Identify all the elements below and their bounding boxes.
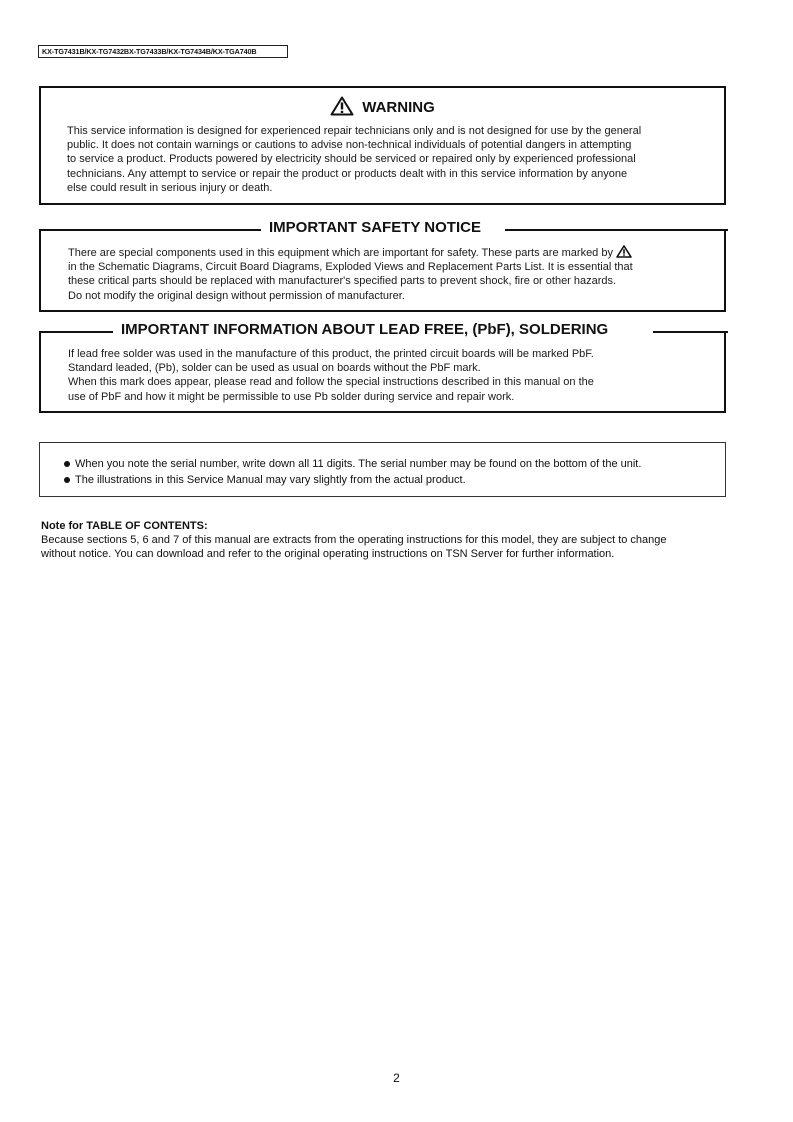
warning-line: public. It does not contain warnings or cautions to advise non-technical individuals of potential dangers in attempting xyxy=(67,139,632,152)
warning-heading xyxy=(41,96,724,117)
safety-top-border-right xyxy=(505,229,728,231)
warning-line: technicians. Any attempt to service or repair the product or products dealt with in this service information by anyone xyxy=(67,167,628,180)
list-item: The illustrations in this Service Manual may vary slightly from the actual product. xyxy=(64,472,641,488)
model-numbers-label: KX-TG7431B/KX-TG7432BX-TG7433B/KX-TG7434B/KX-TGA740B xyxy=(38,45,288,58)
safety-line: Do not modify the original design without permission of manufacturer. xyxy=(68,289,405,302)
list-item: When you note the serial number, write down all 11 digits. The serial number may be found on the bottom of the unit. xyxy=(64,456,641,472)
page-number: 2 xyxy=(393,1071,400,1085)
toc-note xyxy=(41,519,741,561)
toc-note-line: Because sections 5, 6 and 7 of this manual are extracts from the operating instructions for this model, they are subject to change xyxy=(41,534,667,546)
safety-notice-box xyxy=(39,219,726,312)
lead-free-line: If lead free solder was used in the manufacture of this product, the printed circuit boards will be marked PbF. xyxy=(68,348,594,360)
toc-note-heading: Note for TABLE OF CONTENTS: xyxy=(41,520,208,532)
lead-free-body xyxy=(68,347,704,404)
notes-box xyxy=(39,442,726,497)
lead-free-line: Standard leaded, (Pb), solder can be used as usual on boards without the PbF mark. xyxy=(68,362,481,375)
safety-top-border-left xyxy=(39,229,263,231)
lead-free-box xyxy=(39,321,726,413)
lead-free-line: When this mark does appear, please read and follow the special instructions described in this manual on the xyxy=(68,376,594,389)
safety-notice-title: IMPORTANT SAFETY NOTICE xyxy=(261,219,489,237)
safety-line: There are special components used in this equipment which are important for safety. These parts are marked by xyxy=(68,245,704,260)
safety-notice-body xyxy=(68,245,704,303)
lead-top-border-right xyxy=(653,331,728,333)
safety-mark-icon xyxy=(616,245,632,258)
warning-line: to service a product. Products powered by electricity should be serviced or repaired only by experienced professional xyxy=(67,153,636,166)
lead-top-border-left xyxy=(39,331,117,333)
warning-line: This service information is designed for experienced repair technicians only and is not designed for use by the general xyxy=(67,125,642,137)
lead-free-title: IMPORTANT INFORMATION ABOUT LEAD FREE, (PbF), SOLDERING xyxy=(113,321,616,339)
warning-title: WARNING xyxy=(362,99,435,116)
safety-line: these critical parts should be replaced with manufacturer's specified parts to prevent shock, fire or other hazards. xyxy=(68,275,617,288)
warning-box xyxy=(39,86,726,205)
warning-triangle-icon xyxy=(330,96,354,116)
warning-line: else could result in serious injury or death. xyxy=(67,181,273,194)
notes-list xyxy=(64,456,641,488)
lead-free-line: use of PbF and how it might be permissible to use Pb solder during service and repair work. xyxy=(68,390,515,403)
safety-line: in the Schematic Diagrams, Circuit Board Diagrams, Exploded Views and Replacement Parts List. It is essential that xyxy=(68,261,633,274)
toc-note-line: without notice. You can download and refer to the original operating instructions on TSN Server for further information. xyxy=(41,548,615,561)
warning-body xyxy=(67,124,704,195)
